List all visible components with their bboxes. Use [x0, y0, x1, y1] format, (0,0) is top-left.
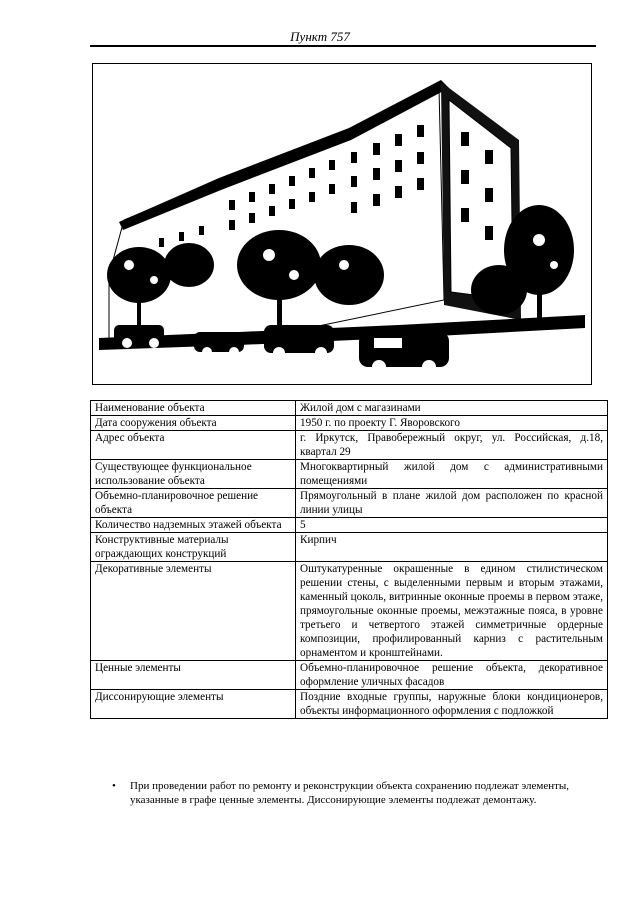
- table-row: [91, 431, 608, 460]
- row-value: 5: [296, 518, 608, 533]
- table-row: [91, 416, 608, 431]
- table-row: [91, 690, 608, 719]
- footnote-text: При проведении работ по ремонту и реконструкции объекта сохранению подлежат элементы, указанные в графе ценные элементы. Диссонирующие элементы подлежат демонтажу.: [130, 780, 570, 806]
- page-title: Пункт 757: [290, 29, 350, 44]
- row-label: Декоративные элементы: [91, 562, 296, 661]
- table-row: [91, 518, 608, 533]
- row-value: Многоквартирный жилой дом с административными помещениями: [296, 460, 608, 489]
- row-label: Количество надземных этажей объекта: [91, 518, 296, 533]
- row-label: Диссонирующие элементы: [91, 690, 296, 719]
- footnote: [112, 779, 592, 807]
- row-label: Объемно-планировочное решение объекта: [91, 489, 296, 518]
- object-info-table: [90, 400, 608, 719]
- row-label: Адрес объекта: [91, 431, 296, 460]
- row-value: Объемно-планировочное решение объекта, декоративное оформление уличных фасадов: [296, 661, 608, 690]
- row-label: Конструктивные материалы ограждающих конструкций: [91, 533, 296, 562]
- table-row: [91, 460, 608, 489]
- row-value: 1950 г. по проекту Г. Яворовского: [296, 416, 608, 431]
- table-row: [91, 401, 608, 416]
- row-label: Существующее функциональное использование объекта: [91, 460, 296, 489]
- bullet-icon: •: [112, 780, 116, 792]
- table-row: [91, 489, 608, 518]
- row-value: Оштукатуренные окрашенные в едином стилистическом решении стены, с выделенными первым и вторым этажами, каменный цоколь, витринные оконные проемы в первом этаже, прямоугольные оконные проемы, межэтажные пояса, в уровне третьего и четвертого этажей симметричные ордерные композиции, профилированный карниз с растительным орнаментом и кронштейнами.: [296, 562, 608, 661]
- row-value: Поздние входные группы, наружные блоки кондиционеров, объекты информационного оформления с подложкой: [296, 690, 608, 719]
- building-photo: [92, 63, 592, 385]
- row-label: Наименование объекта: [91, 401, 296, 416]
- row-label: Ценные элементы: [91, 661, 296, 690]
- table-row: [91, 533, 608, 562]
- table-row: [91, 661, 608, 690]
- table-row: [91, 562, 608, 661]
- row-label: Дата сооружения объекта: [91, 416, 296, 431]
- building-photo-illustration: [99, 70, 585, 378]
- header-divider: [90, 45, 596, 47]
- row-value: г. Иркутск, Правобережный округ, ул. Российская, д.18, квартал 29: [296, 431, 608, 460]
- row-value: Жилой дом с магазинами: [296, 401, 608, 416]
- row-value: Кирпич: [296, 533, 608, 562]
- row-value: Прямоугольный в плане жилой дом расположен по красной линии улицы: [296, 489, 608, 518]
